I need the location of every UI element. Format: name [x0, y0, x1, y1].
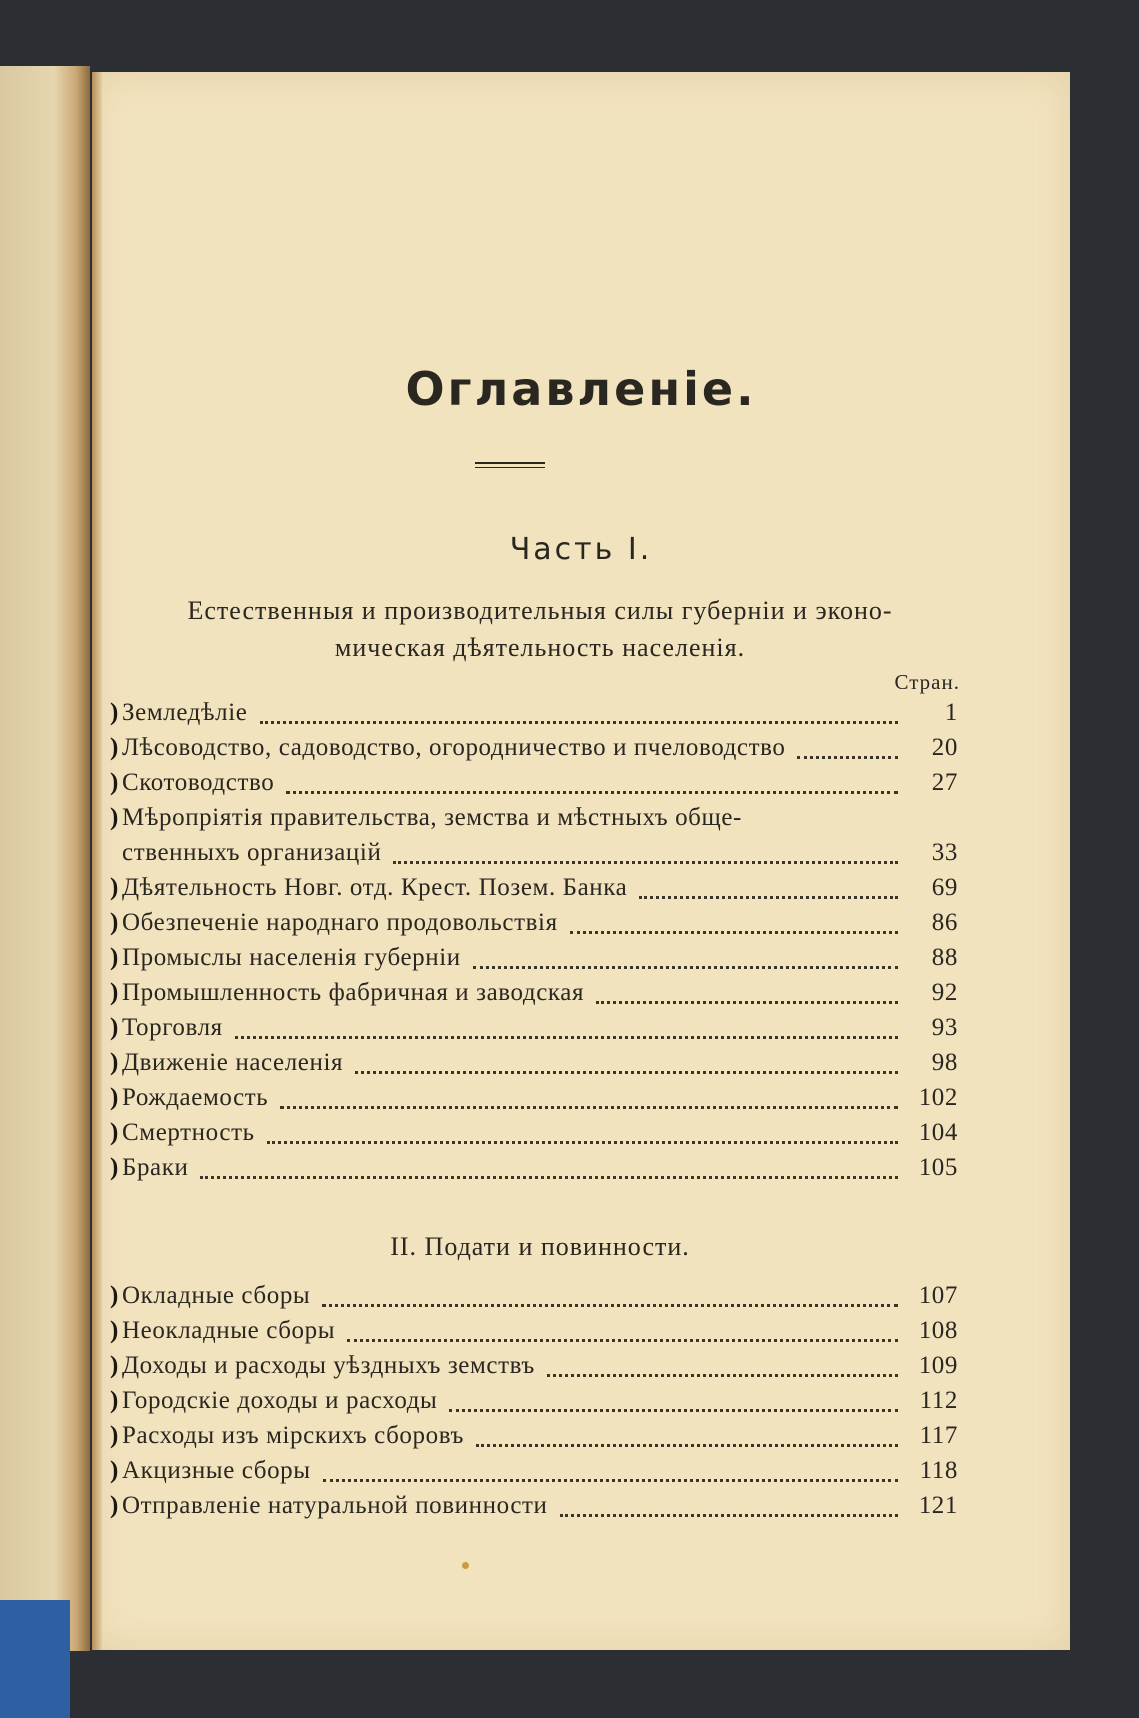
- page-title: Оглавленіе.: [405, 362, 757, 416]
- entry-marker: ): [110, 1014, 119, 1041]
- toc-entry: [110, 804, 958, 839]
- entry-page-number: 27: [931, 769, 958, 796]
- binding-cloth: [0, 1600, 70, 1718]
- dot-leader: [596, 1001, 898, 1004]
- toc-entry: [110, 1457, 958, 1492]
- entry-page-number: 88: [931, 944, 958, 971]
- dot-leader: [280, 1106, 898, 1109]
- toc-entry: [110, 699, 958, 734]
- toc-entry: [110, 1119, 958, 1154]
- dot-leader: [355, 1071, 898, 1074]
- entry-page-number: 93: [931, 1014, 958, 1041]
- entry-marker: ): [110, 1352, 119, 1379]
- entry-label: Движеніе населенія: [122, 1049, 344, 1076]
- entry-label: Промышленность фабричная и заводская: [122, 979, 585, 1006]
- entry-marker: ): [110, 804, 119, 831]
- entry-label: Доходы и расходы уѣздныхъ земствъ: [122, 1352, 535, 1379]
- dot-leader: [449, 1409, 898, 1412]
- entry-page-number: 117: [919, 1422, 958, 1449]
- entry-label: Мѣропріятія правительства, земства и мѣстныхъ обще-: [122, 804, 742, 831]
- toc-entry: [110, 909, 958, 944]
- entry-label: Лѣсоводство, садоводство, огородничество и пчеловодство: [122, 734, 786, 761]
- entry-marker: ): [110, 909, 119, 936]
- dot-leader: [797, 756, 898, 759]
- entry-page-number: 112: [919, 1387, 958, 1414]
- entry-marker: ): [110, 1422, 119, 1449]
- entry-label: Отправленіе натуральной повинности: [122, 1492, 548, 1519]
- entry-page-number: 118: [919, 1457, 958, 1484]
- dot-leader: [200, 1176, 898, 1179]
- toc-entry: [110, 1282, 958, 1317]
- entry-marker: ): [110, 1119, 119, 1146]
- dot-leader: [547, 1374, 898, 1377]
- entry-page-number: 102: [918, 1084, 958, 1111]
- entry-marker: ): [110, 769, 119, 796]
- entry-page-number: 121: [918, 1492, 958, 1519]
- entry-label: Расходы изъ мірскихъ сборовъ: [122, 1422, 465, 1449]
- entry-page-number: 107: [918, 1282, 958, 1309]
- entry-label: Скотоводство: [122, 769, 275, 796]
- section-title-line-2: мическая дѣятельность населенія.: [334, 633, 746, 662]
- toc-entry: [110, 769, 958, 804]
- entry-page-number: 86: [931, 909, 958, 936]
- entry-page-number: 33: [931, 839, 958, 866]
- toc-entry: [110, 1387, 958, 1422]
- toc-entry: [110, 839, 958, 874]
- entry-label: Торговля: [122, 1014, 223, 1041]
- dot-leader: [260, 721, 899, 724]
- entry-marker: ): [110, 1492, 119, 1519]
- dot-leader: [286, 791, 898, 794]
- entry-marker: ): [110, 979, 119, 1006]
- entry-page-number: 1: [944, 699, 958, 726]
- part-one-heading: Часть I.: [509, 532, 653, 567]
- entry-label: Рождаемость: [122, 1084, 269, 1111]
- entry-page-number: 20: [931, 734, 958, 761]
- entry-label: Окладные сборы: [122, 1282, 311, 1309]
- entry-marker: ): [110, 1282, 119, 1309]
- toc-entry: [110, 979, 958, 1014]
- entry-marker: ): [110, 1317, 119, 1344]
- entry-page-number: 105: [918, 1154, 958, 1181]
- dot-leader: [476, 1444, 898, 1447]
- dot-leader: [267, 1141, 898, 1144]
- dot-leader: [473, 966, 898, 969]
- toc-part-two: [110, 1282, 958, 1527]
- entry-label: Браки: [122, 1154, 189, 1181]
- entry-marker: ): [110, 699, 119, 726]
- toc-entry: [110, 1084, 958, 1119]
- entry-label: Акцизные сборы: [122, 1457, 311, 1484]
- toc-entry: [110, 1049, 958, 1084]
- toc-entry: [110, 1317, 958, 1352]
- entry-label: Обезпеченіе народнаго продовольствія: [122, 909, 558, 936]
- entry-page-number: 108: [918, 1317, 958, 1344]
- entry-marker: ): [110, 1084, 119, 1111]
- entry-marker: ): [110, 874, 119, 901]
- toc-entry: [110, 874, 958, 909]
- entry-page-number: 69: [931, 874, 958, 901]
- dot-leader: [347, 1339, 898, 1342]
- dot-leader: [639, 896, 898, 899]
- entry-marker: ): [110, 1049, 119, 1076]
- toc-entry: [110, 1492, 958, 1527]
- entry-label: Городскіе доходы и расходы: [122, 1387, 438, 1414]
- entry-marker: ): [110, 1387, 119, 1414]
- section-title-line-1: Естественныя и производительныя силы губерніи и эконо-: [187, 596, 893, 625]
- entry-page-number: 98: [931, 1049, 958, 1076]
- dot-leader: [322, 1304, 898, 1307]
- document-page: [92, 72, 1070, 1650]
- entry-page-number: 109: [918, 1352, 958, 1379]
- entry-label: Неокладные сборы: [122, 1317, 336, 1344]
- entry-marker: ): [110, 734, 119, 761]
- dot-leader: [393, 861, 898, 864]
- entry-label: Смертность: [122, 1119, 255, 1146]
- entry-marker: ): [110, 1457, 119, 1484]
- toc-entry: [110, 1014, 958, 1049]
- dot-leader: [560, 1514, 898, 1517]
- toc-entry: [110, 1422, 958, 1457]
- title-divider: [475, 462, 545, 468]
- toc-entry: [110, 1352, 958, 1387]
- toc-entry: [110, 944, 958, 979]
- toc-entry: [110, 1154, 958, 1189]
- part-two-heading: II. Подати и повинности.: [390, 1232, 690, 1261]
- entry-page-number: 104: [918, 1119, 958, 1146]
- page-column-label: Стран.: [894, 670, 960, 694]
- dot-leader: [570, 931, 898, 934]
- toc-entry: [110, 734, 958, 769]
- entry-label: ственныхъ организацій: [122, 839, 382, 866]
- entry-label: Промыслы населенія губерніи: [122, 944, 461, 971]
- page-gutter: [92, 72, 102, 1650]
- dot-leader: [235, 1036, 898, 1039]
- entry-label: Дѣятельность Новг. отд. Крест. Позем. Банка: [122, 874, 628, 901]
- dot-leader: [323, 1479, 898, 1482]
- entry-page-number: 92: [931, 979, 958, 1006]
- ink-spot: [462, 1562, 469, 1569]
- adjacent-page-edge: [0, 66, 90, 1651]
- toc-part-one: [110, 699, 958, 1189]
- entry-label: Земледѣліе: [122, 699, 248, 726]
- entry-marker: ): [110, 1154, 119, 1181]
- entry-marker: ): [110, 944, 119, 971]
